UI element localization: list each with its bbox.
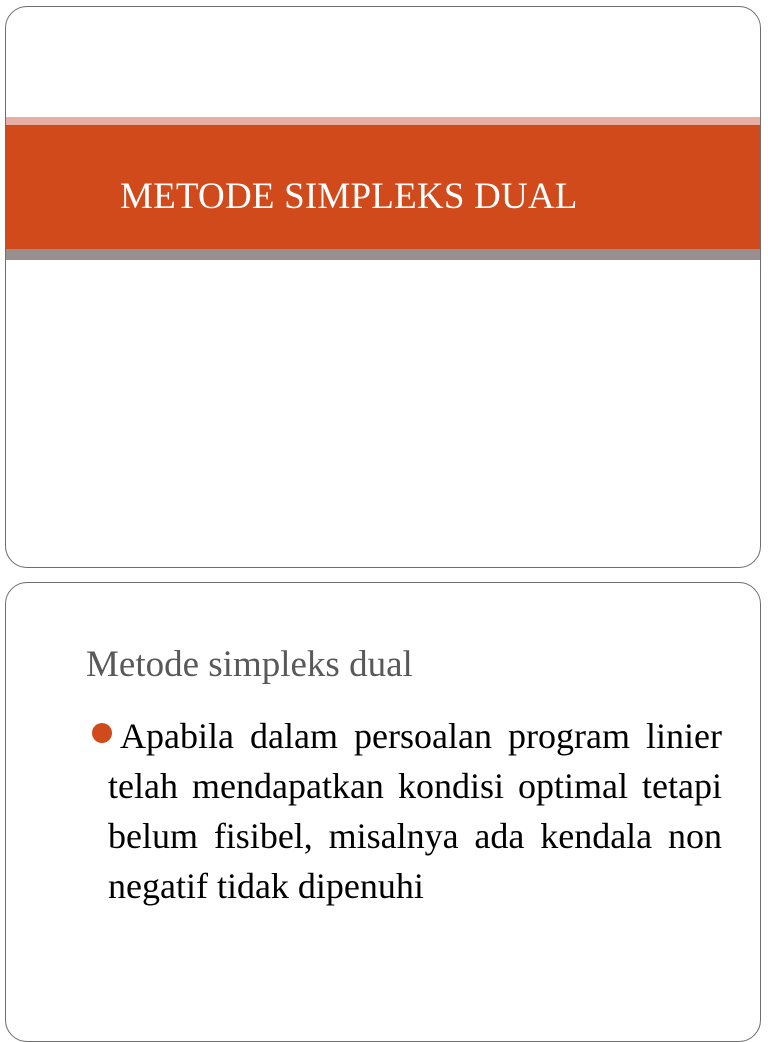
title-slide	[5, 6, 761, 568]
title-band-top-stripe	[6, 117, 760, 125]
title-band-bottom-stripe	[6, 249, 760, 260]
content-heading: Metode simpleks dual	[86, 644, 413, 685]
content-slide	[5, 582, 761, 1042]
bullet-text: Apabila dalam persoalan program linier telah mendapatkan kondisi optimal tetapi belum fisibel, misalnya ada kendala non negatif tidak dipenuhi	[108, 716, 722, 906]
slide-title: METODE SIMPLEKS DUAL	[120, 176, 578, 217]
